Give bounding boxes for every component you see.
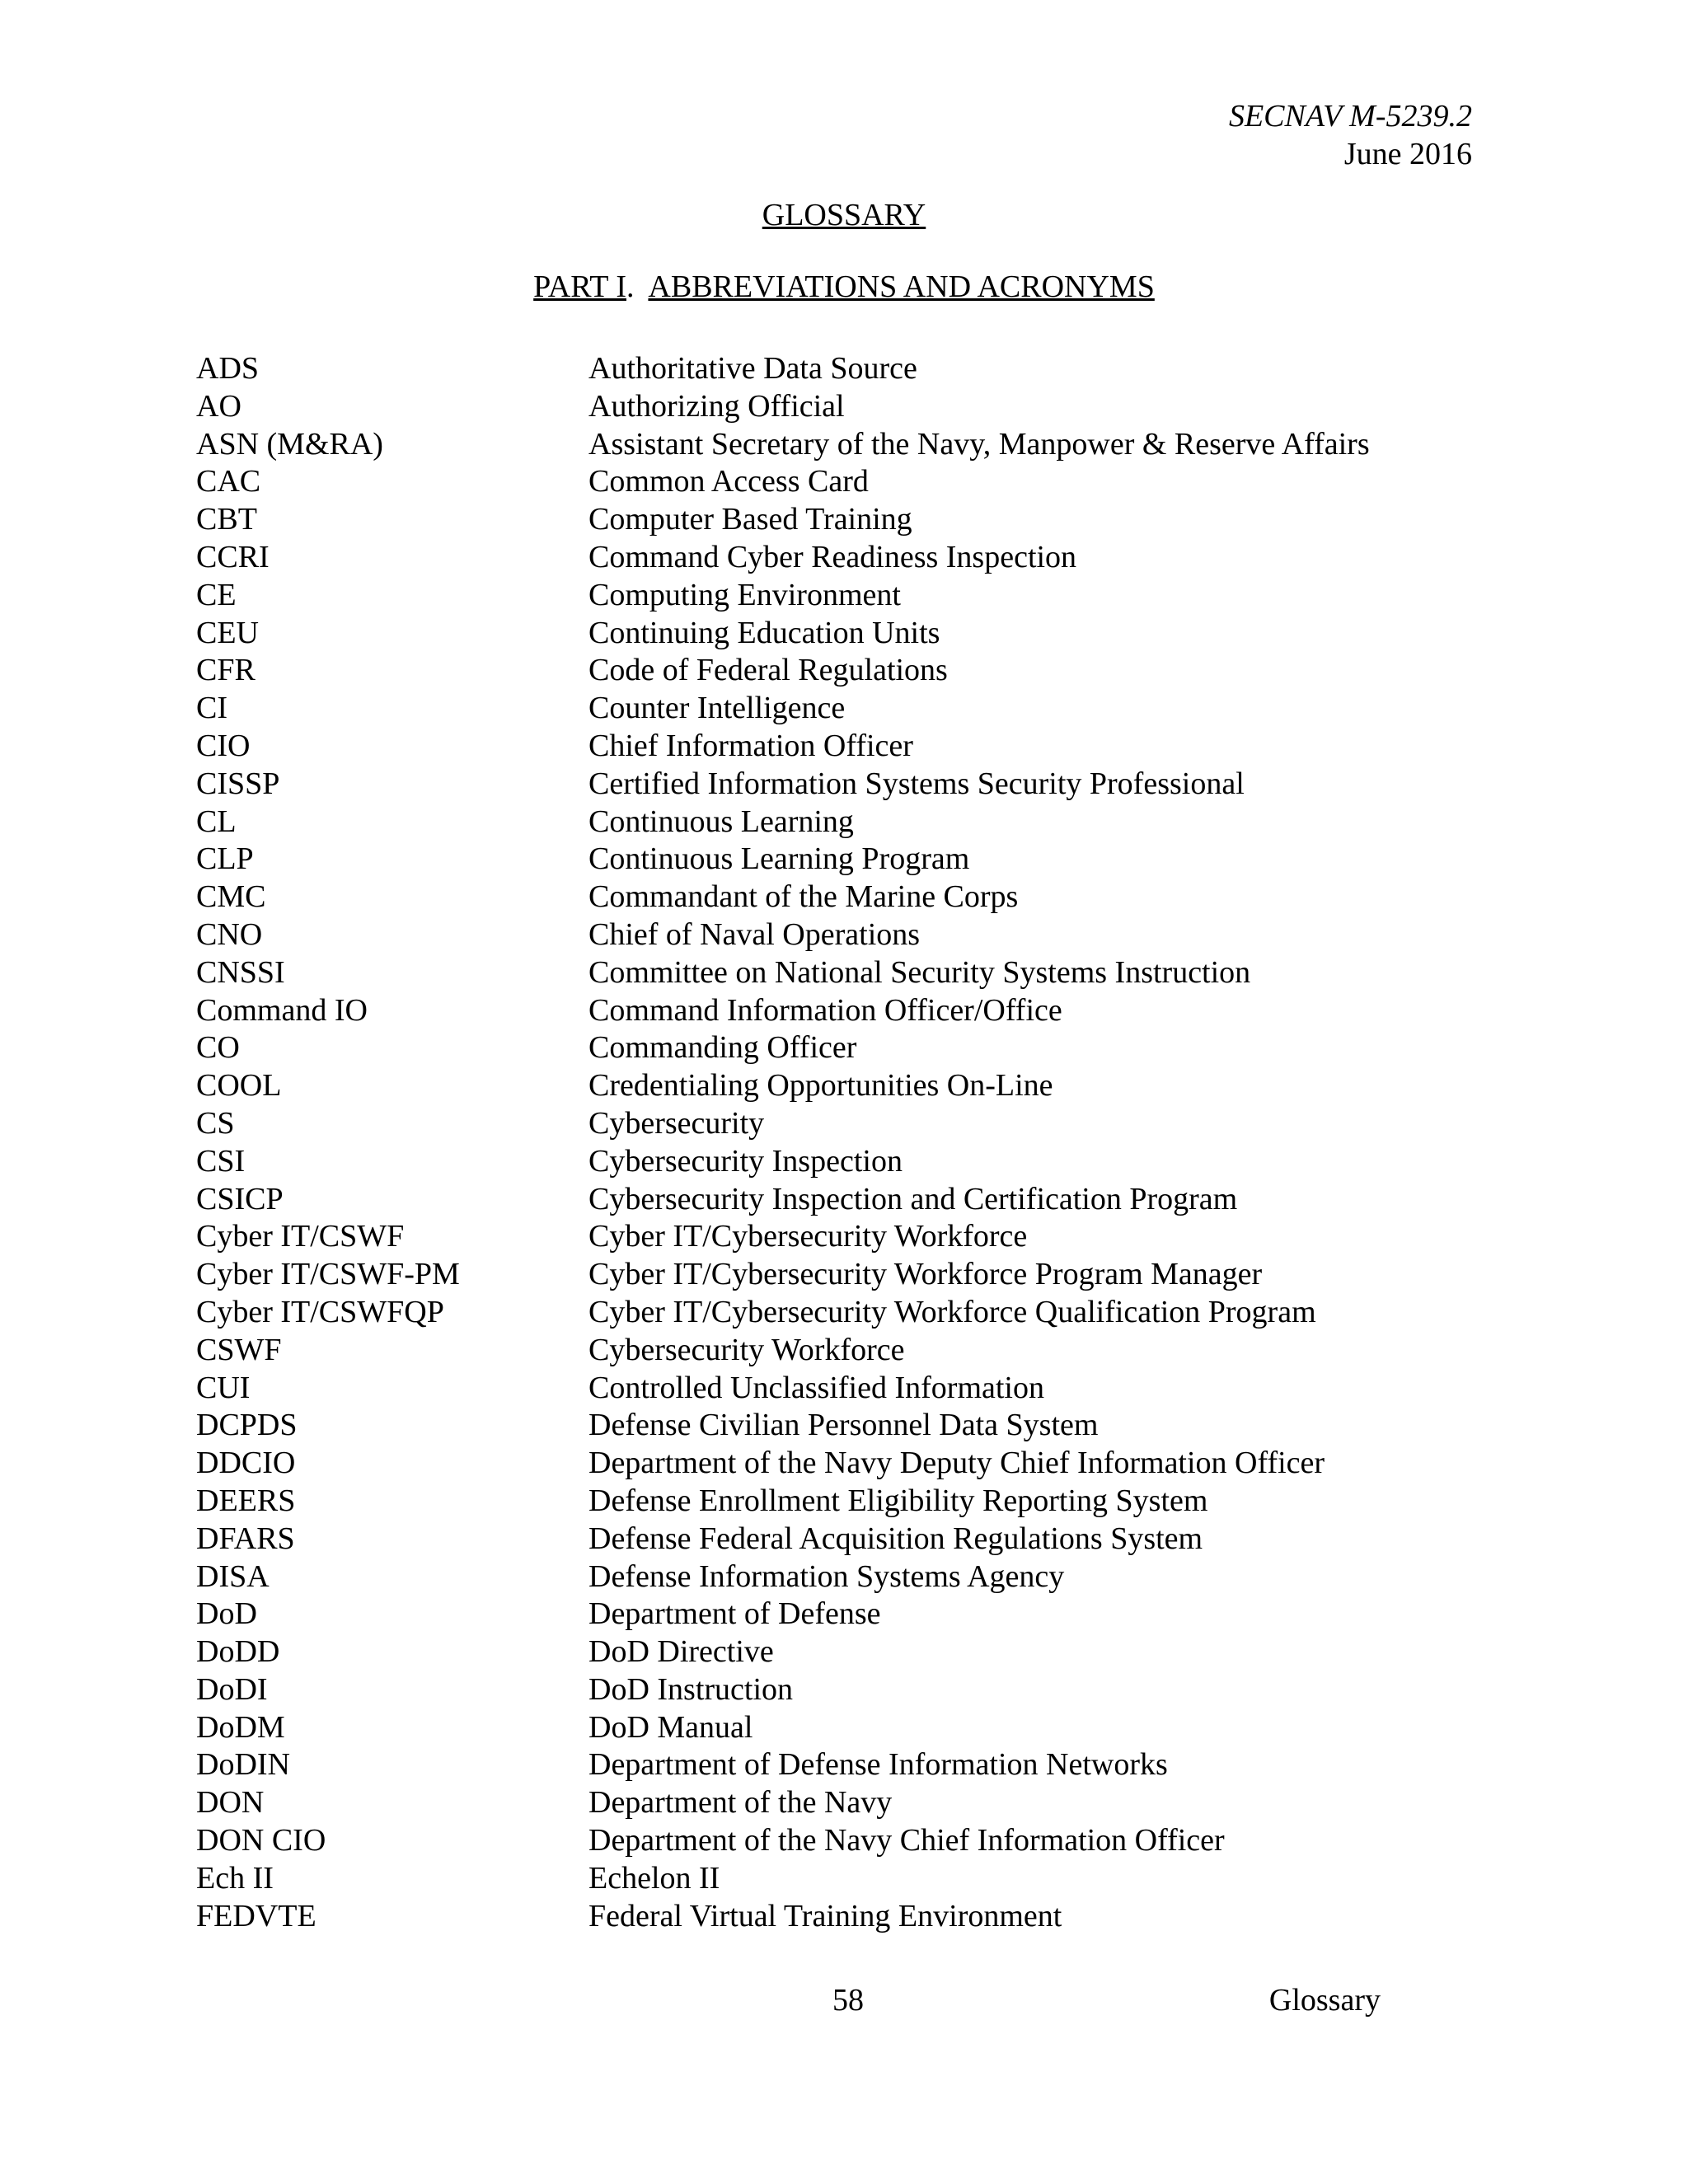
list-item — [196, 1029, 1490, 1067]
acronym-abbreviation: CE — [196, 577, 237, 612]
acronym-definition: Department of Defense Information Networks — [588, 1747, 1168, 1783]
acronym-abbreviation: DoDI — [196, 1671, 268, 1707]
list-item — [196, 539, 1490, 577]
acronym-definition: DoD Manual — [588, 1709, 753, 1745]
acronym-abbreviation: Cyber IT/CSWF-PM — [196, 1257, 460, 1292]
list-item — [196, 615, 1490, 653]
acronym-definition: Cybersecurity Inspection — [588, 1143, 903, 1179]
list-item — [196, 1143, 1490, 1181]
acronym-abbreviation: Command IO — [196, 992, 368, 1028]
acronym-abbreviation: DFARS — [196, 1521, 295, 1556]
acronym-abbreviation: CS — [196, 1105, 235, 1141]
acronym-abbreviation: CNO — [196, 916, 263, 952]
acronym-definition: Computing Environment — [588, 577, 901, 612]
list-item — [196, 1822, 1490, 1860]
list-item — [196, 1105, 1490, 1143]
acronym-abbreviation: CUI — [196, 1370, 251, 1405]
part-label: PART I — [533, 269, 626, 304]
list-item — [196, 1860, 1490, 1898]
acronym-definition: Counter Intelligence — [588, 691, 846, 726]
acronym-abbreviation: CNSSI — [196, 954, 285, 990]
acronym-definition: Cybersecurity Inspection and Certification Program — [588, 1181, 1238, 1216]
acronym-abbreviation: CBT — [196, 502, 257, 537]
document-id: SECNAV M-5239.2 — [1228, 99, 1472, 134]
acronym-abbreviation: CLP — [196, 841, 254, 877]
list-item — [196, 1671, 1490, 1709]
acronym-definition: Cyber IT/Cybersecurity Workforce — [588, 1219, 1028, 1254]
list-item — [196, 728, 1490, 766]
acronym-abbreviation: CEU — [196, 615, 259, 650]
acronym-abbreviation: DEERS — [196, 1483, 296, 1518]
list-item — [196, 463, 1490, 501]
acronym-abbreviation: CAC — [196, 464, 261, 499]
acronym-definition: Authorizing Official — [588, 388, 845, 424]
acronym-definition: Chief of Naval Operations — [588, 916, 921, 952]
acronym-definition: Cyber IT/Cybersecurity Workforce Qualification Program — [588, 1294, 1316, 1329]
acronym-definition: DoD Instruction — [588, 1671, 794, 1707]
acronym-definition: Certified Information Systems Security Professional — [588, 766, 1245, 801]
acronym-definition: Credentialing Opportunities On-Line — [588, 1068, 1053, 1104]
acronym-definition: Continuous Learning — [588, 804, 854, 839]
acronym-abbreviation: CMC — [196, 879, 266, 915]
list-item — [196, 1898, 1490, 1936]
acronym-abbreviation: CO — [196, 1030, 240, 1066]
page-title: GLOSSARY — [762, 198, 926, 232]
acronym-abbreviation: DCPDS — [196, 1408, 298, 1443]
section-title: ABBREVIATIONS AND ACRONYMS — [648, 269, 1155, 304]
list-item — [196, 766, 1490, 804]
footer-section-label: Glossary — [1268, 1983, 1381, 2018]
acronym-definition: Common Access Card — [588, 464, 869, 499]
list-item — [196, 1067, 1490, 1105]
list-item — [196, 1558, 1490, 1596]
acronym-abbreviation: AO — [196, 388, 241, 424]
acronym-definition: Chief Information Officer — [588, 728, 913, 763]
acronym-abbreviation: CFR — [196, 653, 256, 688]
acronym-definition: Defense Enrollment Eligibility Reporting System — [588, 1483, 1208, 1518]
acronym-abbreviation: DDCIO — [196, 1446, 296, 1481]
acronym-definition: Department of Defense — [588, 1596, 881, 1632]
acronym-abbreviation: Cyber IT/CSWF — [196, 1219, 405, 1254]
acronym-definition: Code of Federal Regulations — [588, 653, 948, 688]
acronym-definition: Authoritative Data Source — [588, 351, 917, 386]
acronym-abbreviation: Ech II — [196, 1860, 274, 1896]
list-item — [196, 1633, 1490, 1671]
acronym-abbreviation: FEDVTE — [196, 1898, 316, 1933]
list-item — [196, 1256, 1490, 1294]
list-item — [196, 690, 1490, 728]
list-item — [196, 501, 1490, 539]
acronym-definition: Assistant Secretary of the Navy, Manpower & Reserve Affairs — [588, 426, 1370, 462]
list-item — [196, 1294, 1490, 1332]
acronym-definition: Defense Information Systems Agency — [588, 1558, 1065, 1594]
acronym-abbreviation: DON CIO — [196, 1823, 326, 1858]
list-item — [196, 841, 1490, 879]
list-item — [196, 954, 1490, 992]
part-separator: . — [626, 269, 649, 304]
acronym-definition: Committee on National Security Systems Instruction — [588, 954, 1251, 990]
acronym-definition: Echelon II — [588, 1860, 720, 1896]
list-item — [196, 1784, 1490, 1822]
acronym-definition: Commandant of the Marine Corps — [588, 879, 1019, 915]
acronym-abbreviation: DoDIN — [196, 1747, 290, 1783]
acronym-abbreviation: CI — [196, 691, 227, 726]
acronym-definition: Command Cyber Readiness Inspection — [588, 539, 1077, 574]
acronym-abbreviation: ASN (M&RA) — [196, 426, 383, 462]
acronym-abbreviation: CISSP — [196, 766, 280, 801]
acronym-abbreviation: DoDM — [196, 1709, 285, 1745]
list-item — [196, 1709, 1490, 1747]
list-item — [196, 1407, 1490, 1445]
acronym-abbreviation: DoD — [196, 1596, 257, 1632]
list-item — [196, 388, 1490, 426]
section-heading — [0, 268, 1688, 306]
list-item — [196, 1521, 1490, 1558]
acronym-abbreviation: CSICP — [196, 1181, 284, 1216]
acronym-definition: Command Information Officer/Office — [588, 992, 1062, 1028]
list-item — [196, 1332, 1490, 1370]
acronym-definition: Department of the Navy — [588, 1785, 893, 1821]
list-item — [196, 1370, 1490, 1408]
acronym-definition: Cybersecurity — [588, 1105, 765, 1141]
acronym-abbreviation: DoDD — [196, 1634, 280, 1670]
acronym-abbreviation: DISA — [196, 1558, 270, 1594]
page-number: 58 — [832, 1983, 864, 2018]
list-item — [196, 992, 1490, 1030]
list-item — [196, 426, 1490, 464]
list-item — [196, 916, 1490, 954]
list-item — [196, 1483, 1490, 1521]
list-item — [196, 1181, 1490, 1219]
acronym-abbreviation: CIO — [196, 728, 251, 763]
acronym-definition: Cybersecurity Workforce — [588, 1332, 905, 1367]
acronym-definition: Federal Virtual Training Environment — [588, 1898, 1062, 1933]
list-item — [196, 804, 1490, 841]
acronym-definition: Cyber IT/Cybersecurity Workforce Program Manager — [588, 1257, 1263, 1292]
acronym-abbreviation: DON — [196, 1785, 265, 1821]
acronym-definition: Department of the Navy Deputy Chief Information Officer — [588, 1446, 1325, 1481]
acronym-definition: Defense Civilian Personnel Data System — [588, 1408, 1099, 1443]
acronym-definition: Commanding Officer — [588, 1030, 857, 1066]
list-item — [196, 1218, 1490, 1256]
acronym-abbreviation: CL — [196, 804, 237, 839]
acronym-abbreviation: COOL — [196, 1068, 282, 1104]
list-item — [196, 350, 1490, 388]
list-item — [196, 652, 1490, 690]
acronym-definition: Continuing Education Units — [588, 615, 940, 650]
list-item — [196, 577, 1490, 615]
list-item — [196, 879, 1490, 916]
acronym-definition: DoD Directive — [588, 1634, 774, 1670]
acronym-definition: Continuous Learning Program — [588, 841, 970, 877]
acronym-list — [196, 350, 1490, 1935]
acronym-definition: Computer Based Training — [588, 502, 912, 537]
acronym-abbreviation: CCRI — [196, 539, 270, 574]
list-item — [196, 1746, 1490, 1784]
list-item — [196, 1596, 1490, 1633]
acronym-abbreviation: ADS — [196, 351, 260, 386]
acronym-abbreviation: CSWF — [196, 1332, 282, 1367]
acronym-abbreviation: CSI — [196, 1143, 246, 1179]
acronym-definition: Defense Federal Acquisition Regulations System — [588, 1521, 1203, 1556]
document-date: June 2016 — [1343, 137, 1472, 171]
acronym-abbreviation: Cyber IT/CSWFQP — [196, 1294, 444, 1329]
acronym-definition: Department of the Navy Chief Information Officer — [588, 1823, 1225, 1858]
acronym-definition: Controlled Unclassified Information — [588, 1370, 1044, 1405]
list-item — [196, 1445, 1490, 1483]
